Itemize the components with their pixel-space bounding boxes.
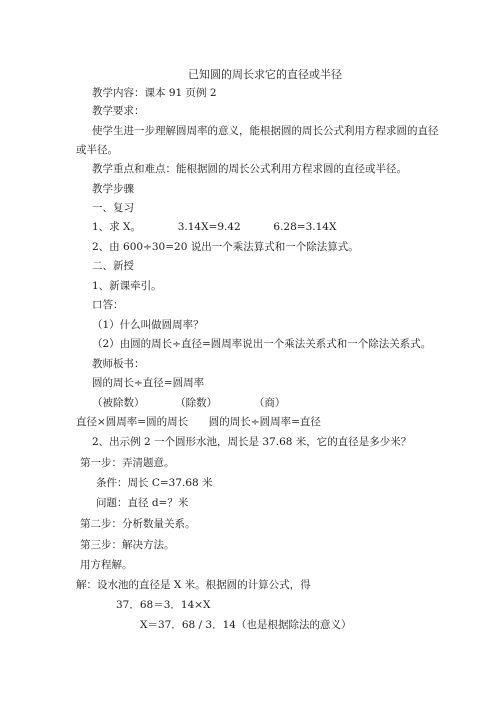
question-line: 问题：直径 d=？米 xyxy=(96,497,189,509)
teaching-content: 教学内容：课本 91 页例 2 xyxy=(92,87,217,99)
use-equation: 用方程解。 xyxy=(80,559,133,571)
board-labels xyxy=(92,396,285,410)
condition-line: 条件：周长 C=37.68 米 xyxy=(96,477,213,489)
requirements-heading: 教学要求： xyxy=(92,105,145,117)
equation-line-1: 37．68＝3．14×X xyxy=(116,599,211,611)
steps-heading: 教学步骤 xyxy=(92,183,134,195)
requirements-text-line-2: 或半径。 xyxy=(76,144,118,156)
step-2: 第二步：分析数量关系。 xyxy=(80,518,196,530)
review-item-1-label: 1、求 X。 xyxy=(92,221,141,233)
board-label-dividend: （被除数） xyxy=(92,397,145,409)
board-heading: 教师板书： xyxy=(92,358,145,370)
board-label-divisor: （除数） xyxy=(175,397,218,409)
oral-answer-label: 口答： xyxy=(92,299,124,311)
board-relation-2: 圆的周长÷圆周率=直径 xyxy=(208,416,321,428)
review-item-1 xyxy=(92,220,336,234)
new-lesson-item-1: 1、新课牵引。 xyxy=(92,280,162,292)
question-2: （2）由圆的周长÷直径=圆周率说出一个乘法关系式和一个除法关系式。 xyxy=(92,338,432,350)
solution-intro: 解：设水池的直径是 X 米。根据圆的计算公式，得 xyxy=(76,579,311,591)
example-2: 2、出示例 2 一个圆形水池，周长是 37.68 米，它的直径是多少米？ xyxy=(92,436,412,448)
review-item-1-equation-2: 6.28=3.14X xyxy=(273,221,337,233)
board-formula: 圆的周长÷直径=圆周率 xyxy=(92,377,205,389)
document-title: 已知圆的周长求它的直径或半径 xyxy=(188,68,342,81)
step-3: 第三步：解决方法。 xyxy=(80,539,175,551)
board-relations xyxy=(76,415,321,429)
question-1: （1）什么叫做圆周率？ xyxy=(92,319,204,331)
board-label-quotient: （商） xyxy=(253,397,286,409)
review-item-1-equation-1: 3.14X=9.42 xyxy=(177,221,241,233)
equation-line-2: X＝37．68 / 3．14（也是根据除法的意义） xyxy=(140,619,352,631)
board-relation-1: 直径×圆周率=圆的周长 xyxy=(76,416,189,428)
review-item-2: 2、由 600÷30=20 说出一个乘法算式和一个除法算式。 xyxy=(92,241,359,253)
step-1: 第一步：弄清题意。 xyxy=(80,457,175,469)
key-points: 教学重点和难点：能根据圆的周长公式利用方程求圆的直径或半径。 xyxy=(92,163,407,175)
review-heading: 一、复习 xyxy=(92,202,134,214)
new-lesson-heading: 二、新授 xyxy=(92,260,134,272)
requirements-text-line-1: 使学生进一步理解圆周率的意义，能根据圆的周长公式利用方程求圆的直径 xyxy=(92,125,439,137)
